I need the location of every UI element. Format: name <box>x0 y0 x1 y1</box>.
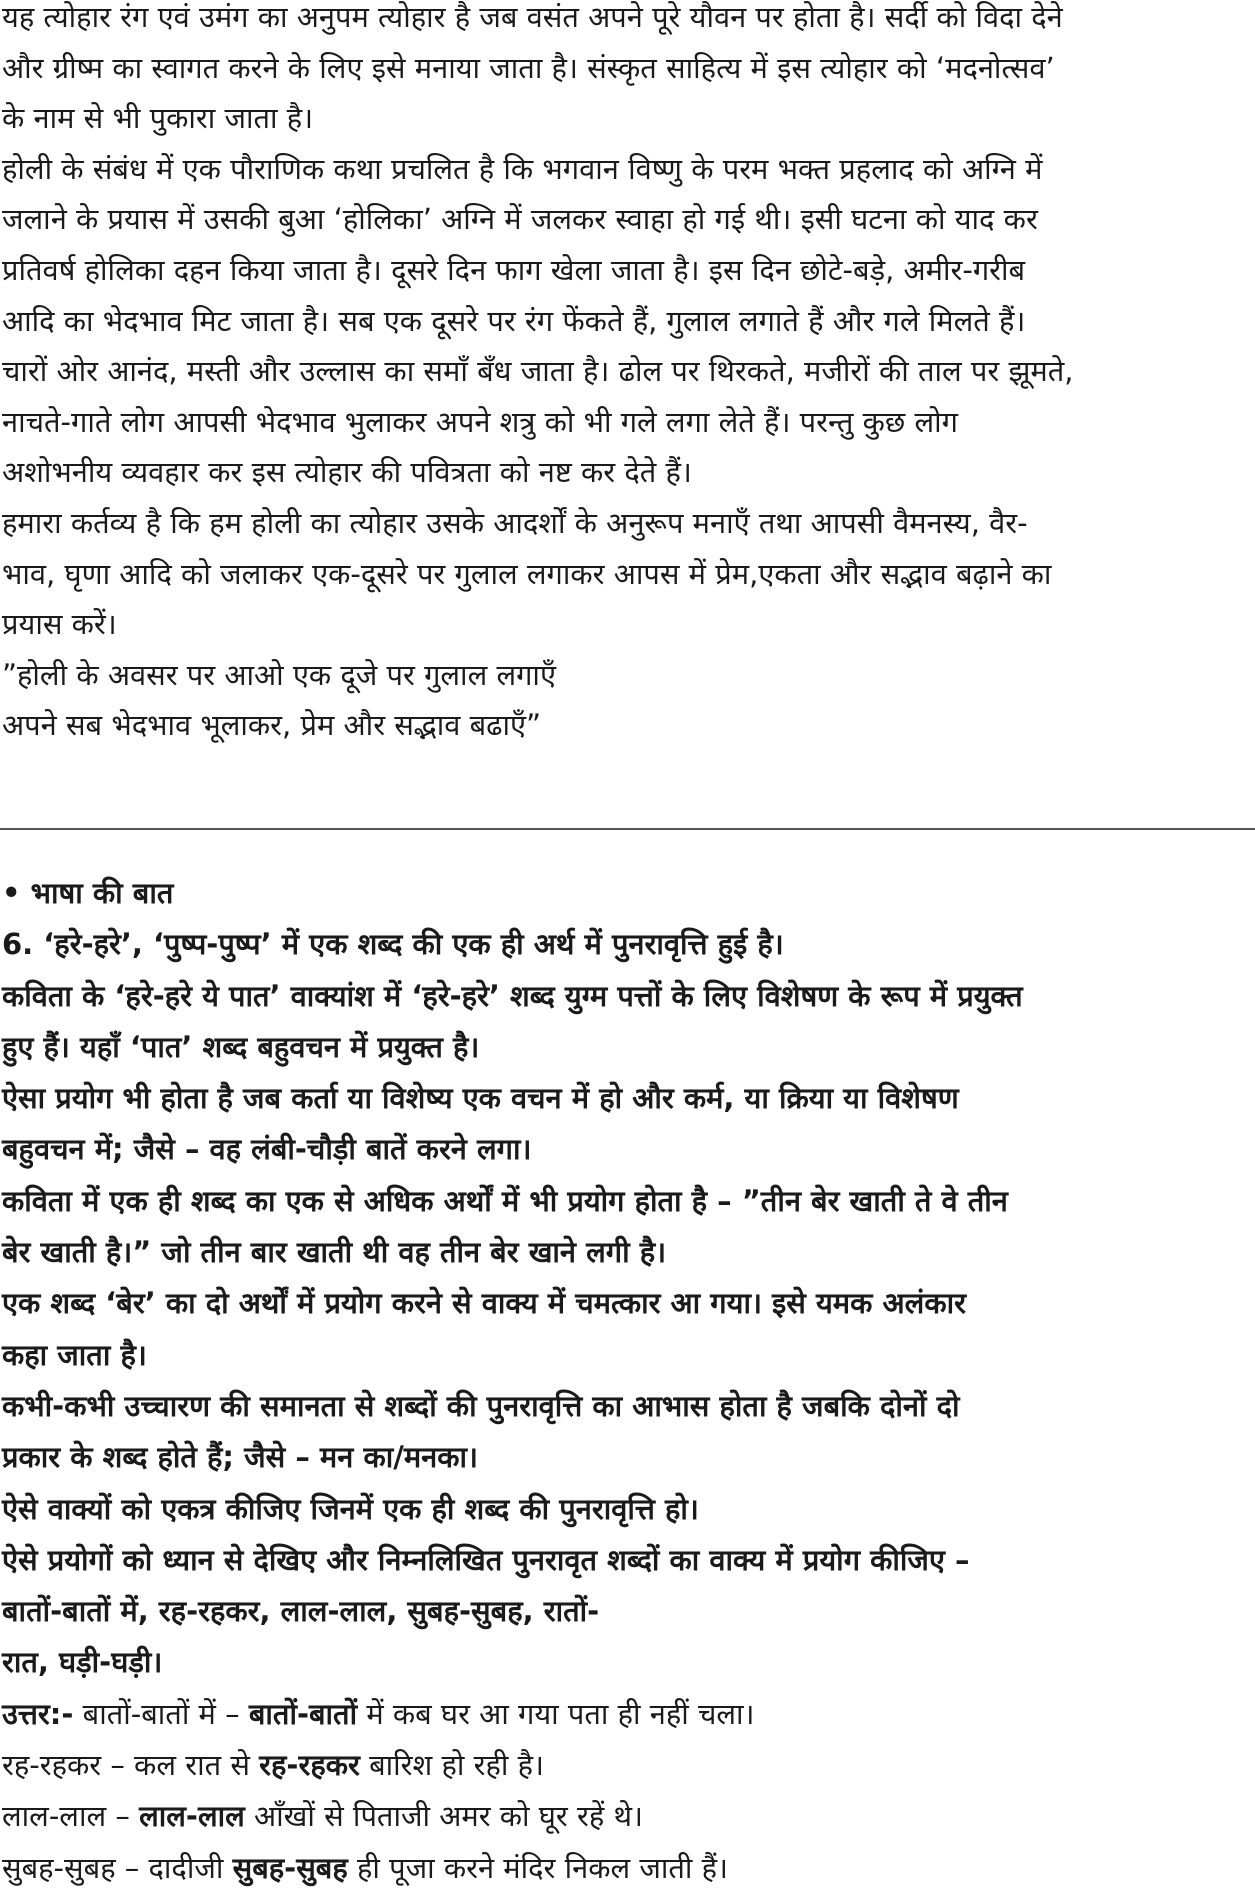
answer-rest: में कब घर आ गया पता ही नहीं चला। <box>357 1696 755 1731</box>
essay-passage <box>2 0 1255 751</box>
question-line: कभी-कभी उच्चारण की समानता से शब्दों की पुनरावृत्ति का आभास होता है जबकि दोनों दो <box>2 1388 960 1423</box>
answer-line <box>2 1843 1255 1894</box>
passage-line: जलाने के प्रयास में उसकी बुआ ‘होलिका’ अग्नि में जलकर स्वाहा हो गई थी। इसी घटना को याद कर <box>2 202 1038 237</box>
passage-line: प्रतिवर्ष होलिका दहन किया जाता है। दूसरे दिन फाग खेला जाता है। इस दिन छोटे-बड़े, अमीर-गरीब <box>2 252 1026 287</box>
answer-bold: लाल-लाल <box>139 1799 245 1834</box>
answer-term: सुबह-सुबह – दादीजी <box>2 1850 233 1885</box>
answer-rest: आँखों से पिताजी अमर को घूर रहें थे। <box>244 1799 643 1834</box>
passage-line: होली के संबंध में एक पौराणिक कथा प्रचलित है कि भगवान विष्णु के परम भक्त प्रहलाद को अग्नि में <box>2 151 1043 186</box>
passage-line: नाचते-गाते लोग आपसी भेदभाव भुलाकर अपने शत्रु को भी गले लगा लेते हैं। परन्तु कुछ लोग <box>2 404 958 439</box>
answer-rest: ही पूजा करने मंदिर निकल जाती हैं। <box>347 1850 729 1885</box>
answer-bold: सुबह-सुबह <box>232 1850 348 1885</box>
passage-line: चारों ओर आनंद, मस्ती और उल्लास का समाँ बँध जाता है। ढोल पर थिरकते, मजीरों की ताल पर झूमते, <box>2 354 1074 389</box>
answer-line <box>2 1740 1255 1791</box>
question-line: बहुवचन में; जैसे – वह लंबी-चौड़ी बातें करने लगा। <box>2 1132 532 1167</box>
question-line: ऐसे वाक्यों को एकत्र कीजिए जिनमें एक ही शब्द की पुनरावृत्ति हो। <box>2 1491 699 1526</box>
section-heading: • भाषा की बात <box>2 876 174 910</box>
answer-line <box>2 1791 1255 1842</box>
passage-line: यह त्योहार रंग एवं उमंग का अनुपम त्योहार है जब वसंत अपने पूरे यौवन पर होता है। सर्दी को विदा देने <box>2 0 1063 34</box>
answer-line <box>2 1689 1255 1740</box>
passage-line: आदि का भेदभाव मिट जाता है। सब एक दूसरे पर रंग फेंकते हैं, गुलाल लगाते हैं और गले मिलते हैं। <box>2 303 1026 338</box>
question-line: प्रकार के शब्द होते हैं; जैसे – मन का/मनका। <box>2 1440 479 1475</box>
passage-line: के नाम से भी पुकारा जाता है। <box>2 101 314 136</box>
question-line: हुए हैं। यहाँ ‘पात’ शब्द बहुवचन में प्रयुक्त है। <box>2 1029 480 1064</box>
answer-term: लाल-लाल – <box>2 1799 140 1834</box>
passage-line: हमारा कर्तव्य है कि हम होली का त्योहार उसके आदर्शों के अनुरूप मनाएँ तथा आपसी वैमनस्य, वैर- <box>2 505 1028 540</box>
passage-line: अशोभनीय व्यवहार कर इस त्योहार की पवित्रता को नष्ट कर देते हैं। <box>2 455 692 490</box>
answer-label: उत्तर:- <box>2 1696 74 1731</box>
answer-term: रह-रहकर – कल रात से <box>2 1748 260 1783</box>
passage-line: प्रयास करें। <box>2 607 117 642</box>
section-divider <box>0 828 1255 830</box>
answer-bold: बातों-बातों <box>248 1696 358 1731</box>
answer-bold: रह-रहकर <box>259 1748 360 1783</box>
question-line: कविता में एक ही शब्द का एक से अधिक अर्थों में भी प्रयोग होता है – ”तीन बेर खाती ते वे तीन <box>2 1183 1008 1218</box>
passage-line: और ग्रीष्म का स्वागत करने के लिए इसे मनाया जाता है। संस्कृत साहित्य में इस त्योहार को ‘मदनोत्सव’ <box>2 50 1055 85</box>
question-line: 6. ‘हरे-हरे’, ‘पुष्प-पुष्प’ में एक शब्द की एक ही अर्थ में पुनरावृत्ति हुई है। <box>2 927 784 962</box>
poem-line: ”होली के अवसर पर आओ एक दूजे पर गुलाल लगाएँ <box>2 657 556 692</box>
question-line: बेर खाती है।” जो तीन बार खाती थी वह तीन बेर खाने लगी है। <box>2 1235 667 1270</box>
language-section <box>2 868 1255 1894</box>
answer-rest: बारिश हो रही है। <box>359 1748 544 1783</box>
question-line: कहा जाता है। <box>2 1337 147 1372</box>
question-line: एक शब्द ‘बेर’ का दो अर्थों में प्रयोग करने से वाक्य में चमत्कार आ गया। इसे यमक अलंकार <box>2 1286 966 1321</box>
answer-term: बातों-बातों में – <box>82 1696 249 1731</box>
question-line: ऐसा प्रयोग भी होता है जब कर्ता या विशेष्य एक वचन में हो और कर्म, या क्रिया या विशेषण <box>2 1081 959 1116</box>
question-line: रात, घड़ी-घड़ी। <box>2 1645 163 1680</box>
poem-line: अपने सब भेदभाव भूलाकर, प्रेम और सद्भाव बढाएँ” <box>2 708 542 743</box>
question-line: कविता के ‘हरे-हरे ये पात’ वाक्यांश में ‘हरे-हरे’ शब्द युग्म पत्तों के लिए विशेषण के रूप में प्रयुक्त <box>2 978 1023 1013</box>
question-line: बातों-बातों में, रह-रहकर, लाल-लाल, सुबह-सुबह, रातों- <box>2 1594 600 1629</box>
question-line: ऐसे प्रयोगों को ध्यान से देखिए और निम्नलिखित पुनरावृत शब्दों का वाक्य में प्रयोग कीजिए – <box>2 1542 970 1577</box>
passage-line: भाव, घृणा आदि को जलाकर एक-दूसरे पर गुलाल लगाकर आपस में प्रेम,एकता और सद्भाव बढ़ाने का <box>2 556 1052 591</box>
